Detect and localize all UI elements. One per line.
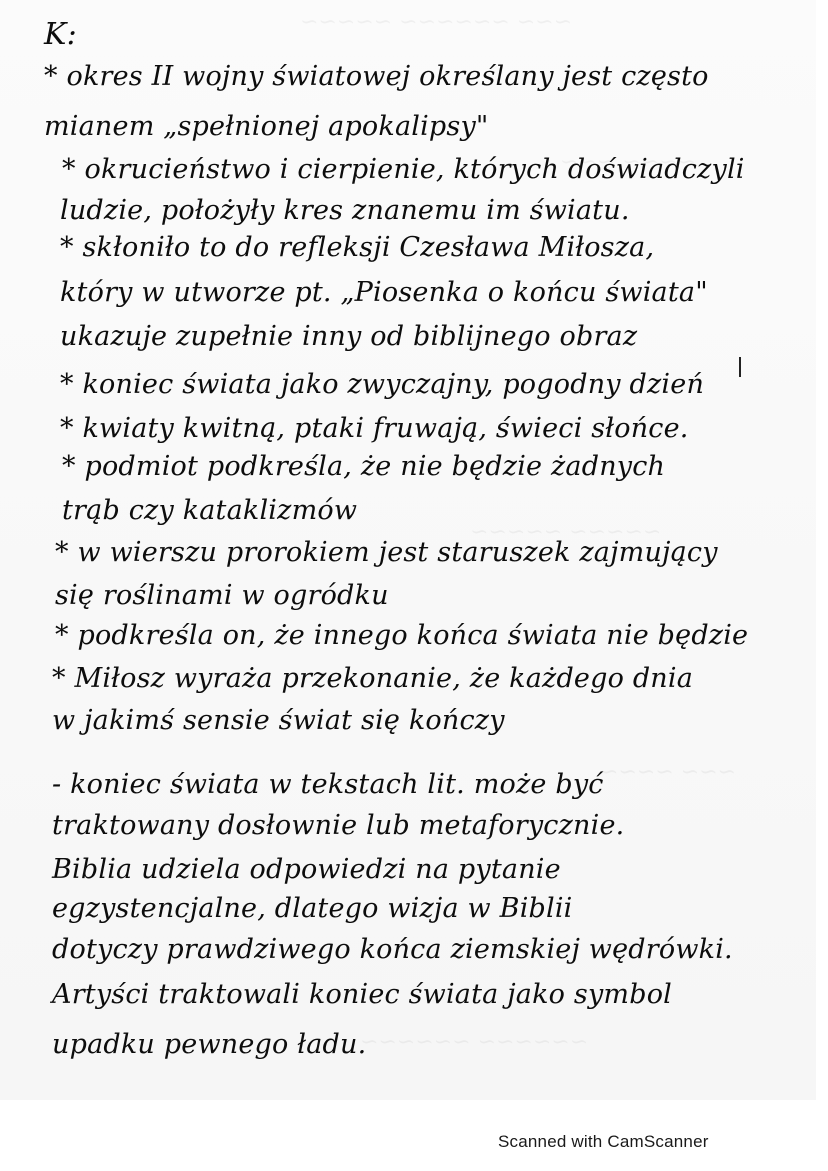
bleed-through-text [360, 1030, 588, 1055]
note-line: * koniec świata jako zwyczajny, pogodny dzień [60, 369, 705, 400]
note-line: traktowany dosłownie lub metaforycznie. [52, 810, 625, 841]
stray-pen-mark [739, 357, 741, 377]
note-line: się roślinami w ogródku [55, 580, 389, 611]
note-line: egzystencjalne, dlatego wizja w Biblii [52, 893, 573, 924]
note-line: trąb czy kataklizmów [62, 495, 358, 526]
note-line: * podmiot podkreśla, że nie będzie żadnych [62, 451, 666, 482]
note-line: * w wierszu prorokiem jest staruszek zajmujący [55, 537, 718, 568]
note-line: mianem „spełnionej apokalipsy" [44, 111, 489, 142]
bleed-through-text [600, 760, 736, 785]
note-line: Artyści traktowali koniec świata jako symbol [52, 979, 672, 1010]
note-line: * okres II wojny światowej określany jest często [44, 61, 709, 92]
note-line: ludzie, położyły kres znanemu im światu. [60, 195, 630, 226]
note-heading: K: [44, 17, 77, 52]
note-line: który w utworze pt. „Piosenka o końcu świata" [60, 277, 708, 308]
bleed-through-text [300, 10, 572, 35]
note-line: * skłoniło to do refleksji Czesława Miłosza, [60, 232, 655, 263]
note-line: upadku pewnego ładu. [52, 1029, 367, 1060]
note-line: ukazuje zupełnie inny od biblijnego obraz [60, 321, 638, 352]
note-line: * kwiaty kwitną, ptaki fruwają, świeci słońce. [60, 413, 689, 444]
note-line: * podkreśla on, że innego końca świata nie będzie [55, 620, 749, 651]
note-line: dotyczy prawdziwego końca ziemskiej wędrówki. [52, 934, 733, 965]
scanner-watermark: Scanned with CamScanner [498, 1132, 709, 1151]
note-line: w jakimś sensie świat się kończy [52, 705, 505, 736]
note-line: * Miłosz wyraża przekonanie, że każdego dnia [52, 663, 694, 694]
note-line: Biblia udziela odpowiedzi na pytanie [52, 854, 561, 885]
note-line: - koniec świata w tekstach lit. może być [52, 769, 604, 800]
note-line: * okrucieństwo i cierpienie, których doświadczyli [62, 154, 745, 185]
